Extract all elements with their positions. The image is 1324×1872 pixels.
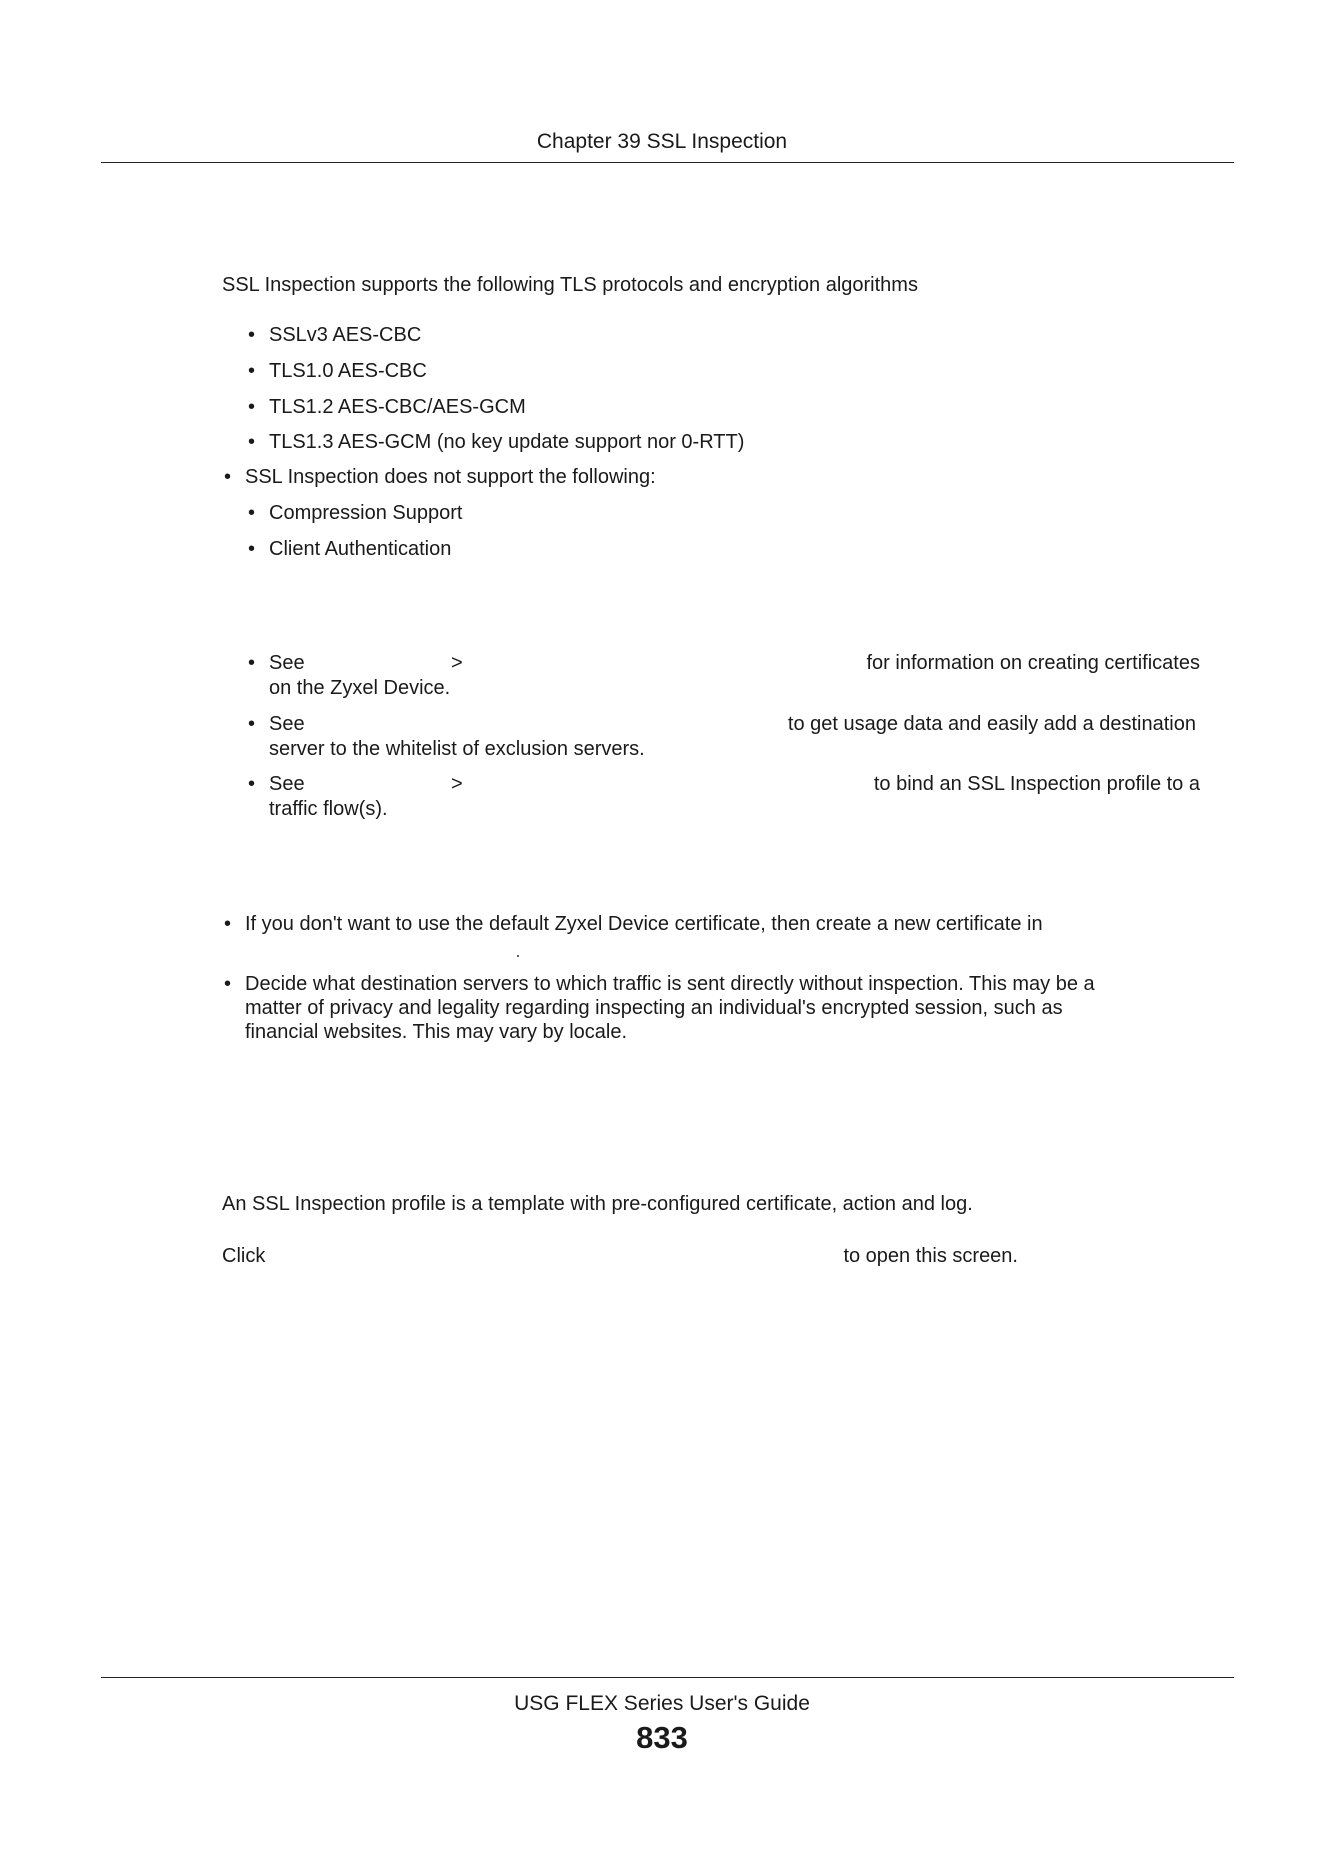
protocol-item: • TLS1.0 AES-CBC	[269, 360, 427, 383]
prerequisite-item-cont: financial websites. This may vary by locale.	[245, 1021, 628, 1043]
page-number: 833	[636, 1720, 688, 1755]
click-instruction: Click	[222, 1245, 266, 1267]
profile-intro: An SSL Inspection profile is a template with pre-configured certificate, action and log.	[222, 1193, 973, 1215]
see-also-text: to get usage data and easily add a destination	[787, 713, 1196, 735]
prerequisite-item: • If you don't want to use the default Zyxel Device certificate, then create a new certificate in	[245, 913, 1043, 936]
header-rule	[101, 162, 1234, 163]
period-mark	[517, 955, 519, 957]
footer-rule	[101, 1677, 1234, 1678]
chapter-title: Chapter 39 SSL Inspection	[536, 130, 788, 153]
see-also-see: • See	[269, 652, 305, 675]
not-supported-intro: • SSL Inspection does not support the following:	[245, 466, 656, 489]
see-also-see: • See	[269, 773, 305, 796]
see-also-text-cont: on the Zyxel Device.	[269, 677, 451, 699]
prerequisite-item-cont: matter of privacy and legality regarding inspecting an individual's encrypted session, such as	[245, 997, 1063, 1019]
see-also-text: for information on creating certificates	[866, 652, 1200, 674]
see-also-text: to bind an SSL Inspection profile to a	[873, 773, 1200, 795]
guide-title: USG FLEX Series User's Guide	[514, 1692, 810, 1715]
click-instruction-rest: to open this screen.	[843, 1245, 1018, 1267]
prerequisite-item: • Decide what destination servers to which traffic is sent directly without inspection. This may be a	[245, 973, 1095, 996]
see-also-separator: >	[451, 773, 463, 795]
see-also-text-cont: traffic flow(s).	[269, 798, 388, 820]
protocol-item: • TLS1.2 AES-CBC/AES-GCM	[269, 396, 526, 419]
support-intro: SSL Inspection supports the following TLS protocols and encryption algorithms	[222, 274, 918, 296]
see-also-text-cont: server to the whitelist of exclusion servers.	[269, 738, 645, 760]
see-also-see: • See	[269, 713, 305, 736]
protocol-item: • TLS1.3 AES-GCM (no key update support nor 0-RTT)	[269, 431, 744, 454]
not-supported-item: • Compression Support	[269, 502, 462, 525]
protocol-item: • SSLv3 AES-CBC	[269, 324, 421, 347]
not-supported-item: • Client Authentication	[269, 538, 451, 561]
see-also-separator: >	[451, 652, 463, 674]
